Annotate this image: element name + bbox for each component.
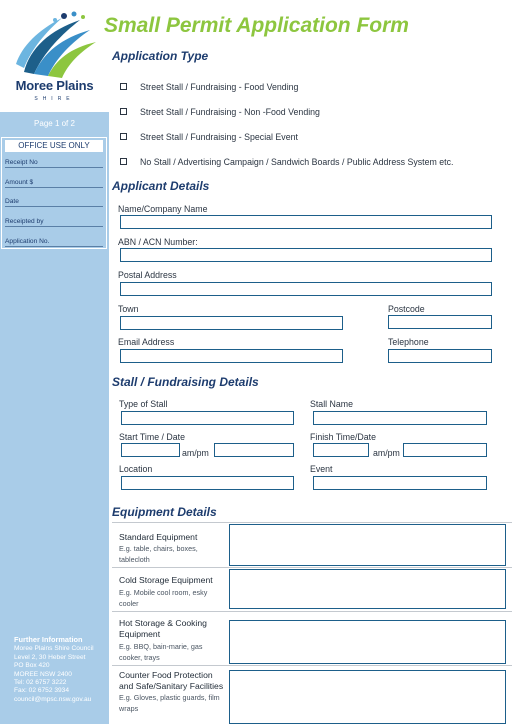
hot-storage-input[interactable] (229, 620, 506, 664)
logo-name: Moree Plains (15, 78, 94, 93)
option-label: Street Stall / Fundraising - Food Vending (140, 82, 299, 92)
applicant-details-title: Applicant Details (112, 179, 210, 193)
counter-food-protection-input[interactable] (229, 670, 506, 724)
cold-storage-input[interactable] (229, 569, 506, 609)
option-special-event[interactable] (120, 132, 298, 142)
application-type-title: Application Type (112, 49, 209, 63)
finish-time-label: Finish Time/Date (310, 432, 376, 442)
location-label: Location (119, 464, 153, 474)
postcode-label: Postcode (388, 304, 425, 314)
stall-name-input[interactable] (313, 411, 487, 425)
option-no-stall[interactable] (120, 157, 453, 167)
town-input[interactable] (120, 316, 343, 330)
option-label: No Stall / Advertising Campaign / Sandwich Boards / Public Address System etc. (140, 157, 454, 167)
start-time-label: Start Time / Date (119, 432, 185, 442)
page-indicator: Page 1 of 2 (34, 119, 75, 128)
sidebar (0, 0, 109, 724)
postcode-input[interactable] (388, 315, 492, 329)
option-label: Street Stall / Fundraising - Special Event (140, 132, 298, 142)
equipment-details-title: Equipment Details (112, 505, 217, 519)
finish-ampm-label: am/pm (373, 448, 400, 458)
counter-food-protection-example: E.g. Gloves, plastic guards, film wraps (119, 693, 220, 713)
logo-tagline: SHIRE (34, 96, 75, 102)
stall-name-label: Stall Name (310, 399, 354, 409)
start-date-input[interactable] (214, 443, 294, 457)
event-input[interactable] (313, 476, 487, 490)
cold-storage-label: Cold Storage Equipment (119, 575, 213, 585)
counter-food-protection-label: Counter Food Protection and Safe/Sanitary Facilities (119, 670, 224, 691)
cold-storage-example: E.g. Mobile cool room, esky cooler (119, 588, 208, 608)
email-input[interactable] (120, 349, 343, 363)
name-input[interactable] (120, 215, 492, 229)
checkbox-icon[interactable] (120, 83, 127, 90)
shire-logo-icon (10, 8, 100, 78)
receipt-no-field[interactable]: Receipt No (5, 158, 103, 168)
email-label: Email Address (118, 337, 175, 347)
contact-line: Level 2, 30 Heber Street (14, 653, 86, 661)
checkbox-icon[interactable] (120, 158, 127, 165)
form-title: Small Permit Application Form (104, 14, 409, 37)
equipment-divider (112, 522, 512, 523)
checkbox-icon[interactable] (120, 133, 127, 140)
contact-line: PO Box 420 (14, 662, 50, 670)
application-no-field[interactable]: Application No. (5, 237, 103, 247)
logo (0, 0, 109, 112)
hot-storage-label: Hot Storage & Cooking Equipment (119, 618, 207, 639)
start-ampm-label: am/pm (182, 448, 209, 458)
finish-date-input[interactable] (403, 443, 487, 457)
start-time-input[interactable] (121, 443, 180, 457)
finish-time-input[interactable] (313, 443, 369, 457)
standard-equipment-example: E.g. table, chairs, boxes, tablecloth (119, 544, 198, 564)
further-information (14, 636, 106, 704)
town-label: Town (118, 304, 139, 314)
contact-line: MOREE NSW 2400 (14, 670, 72, 678)
option-food-vending[interactable] (120, 82, 298, 92)
name-label: Name/Company Name (118, 204, 208, 214)
type-of-stall-label: Type of Stall (119, 399, 168, 409)
amount-field[interactable]: Amount $ (5, 178, 103, 188)
event-label: Event (310, 464, 333, 474)
date-field[interactable]: Date (5, 197, 103, 207)
equipment-divider (112, 665, 512, 666)
telephone-label: Telephone (388, 337, 429, 347)
contact-line: Fax: 02 6752 3934 (14, 687, 69, 695)
abn-input[interactable] (120, 248, 492, 262)
office-use-title: OFFICE USE ONLY (5, 140, 103, 152)
checkbox-icon[interactable] (120, 108, 127, 115)
stall-details-title: Stall / Fundraising Details (112, 375, 259, 389)
office-use-box (1, 137, 107, 249)
receipted-by-field[interactable]: Receipted by (5, 217, 103, 227)
postal-address-input[interactable] (120, 282, 492, 296)
standard-equipment-label: Standard Equipment (119, 532, 198, 542)
contact-line: Moree Plains Shire Council (14, 645, 94, 653)
standard-equipment-input[interactable] (229, 524, 506, 566)
option-label: Street Stall / Fundraising - Non -Food Vending (140, 107, 320, 117)
telephone-input[interactable] (388, 349, 492, 363)
contact-email: council@mpsc.nsw.gov.au (14, 695, 92, 703)
equipment-divider (112, 611, 512, 612)
contact-line: Tel: 02 6757 3222 (14, 679, 67, 687)
type-of-stall-input[interactable] (121, 411, 294, 425)
equipment-divider (112, 567, 512, 568)
postal-address-label: Postal Address (118, 270, 177, 280)
hot-storage-example: E.g. BBQ, bain-marie, gas cooker, trays (119, 642, 203, 662)
abn-label: ABN / ACN Number: (118, 237, 198, 247)
location-input[interactable] (121, 476, 294, 490)
further-information-title: Further Information (14, 635, 83, 644)
option-non-food-vending[interactable] (120, 107, 320, 117)
